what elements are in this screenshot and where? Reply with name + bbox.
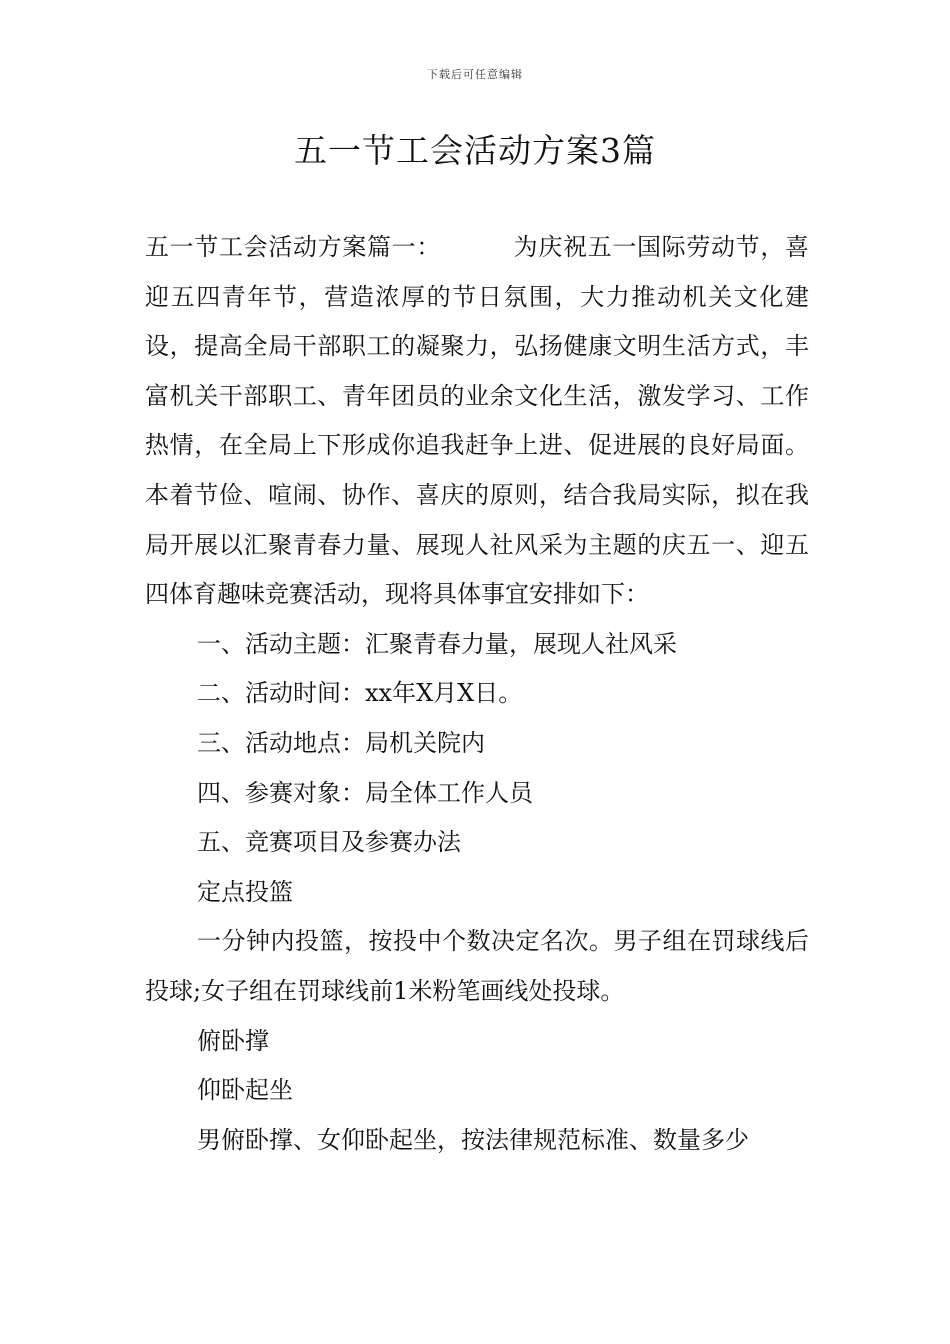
header-note: 下载后可任意编辑 bbox=[427, 68, 523, 81]
item-theme: 一、活动主题：汇聚青春力量，展现人社风采 bbox=[197, 629, 677, 658]
item-location: 三、活动地点：局机关院内 bbox=[197, 728, 485, 757]
intro-text: 为庆祝五一国际劳动节，喜迎五四青年节，营造浓厚的节日氛围，大力推动机关文化建设，提高全局干部职工的凝聚力，弘扬健康文明生活方式，丰富机关干部职工、青年团员的业余文化生活，激发学习、工作热情，在全局上下形成你追我赶争上进、促进展的良好局面。本着节俭、喧闹、协作、喜庆的原则，结合我局实际，拟在我局开展以汇聚青春力量、展现人社风采为主题的庆五一、迎五四体育趣味竞赛活动，现将具体事宜安排如下： bbox=[145, 233, 809, 609]
event-basketball: 定点投篮 bbox=[197, 877, 293, 906]
intro-paragraph bbox=[145, 223, 809, 620]
event-pushup: 俯卧撑 bbox=[197, 1026, 269, 1055]
item-participants: 四、参赛对象：局全体工作人员 bbox=[197, 778, 533, 807]
item-time: 二、活动时间：xx年X月X日。 bbox=[197, 679, 523, 708]
basketball-rule: 一分钟内投篮，按投中个数决定名次。男子组在罚球线后投球;女子组在罚球线前1米粉笔画线处投球。 bbox=[145, 927, 809, 1005]
event-situp: 仰卧起坐 bbox=[197, 1076, 293, 1105]
document-title: 五一节工会活动方案3篇 bbox=[294, 131, 656, 170]
item-events: 五、竞赛项目及参赛办法 bbox=[197, 828, 461, 857]
document-body bbox=[145, 223, 809, 1165]
pushup-situp-rule: 男俯卧撑、女仰卧起坐，按法律规范标准、数量多少 bbox=[197, 1125, 749, 1154]
intro-label: 五一节工会活动方案篇一： bbox=[145, 233, 441, 261]
